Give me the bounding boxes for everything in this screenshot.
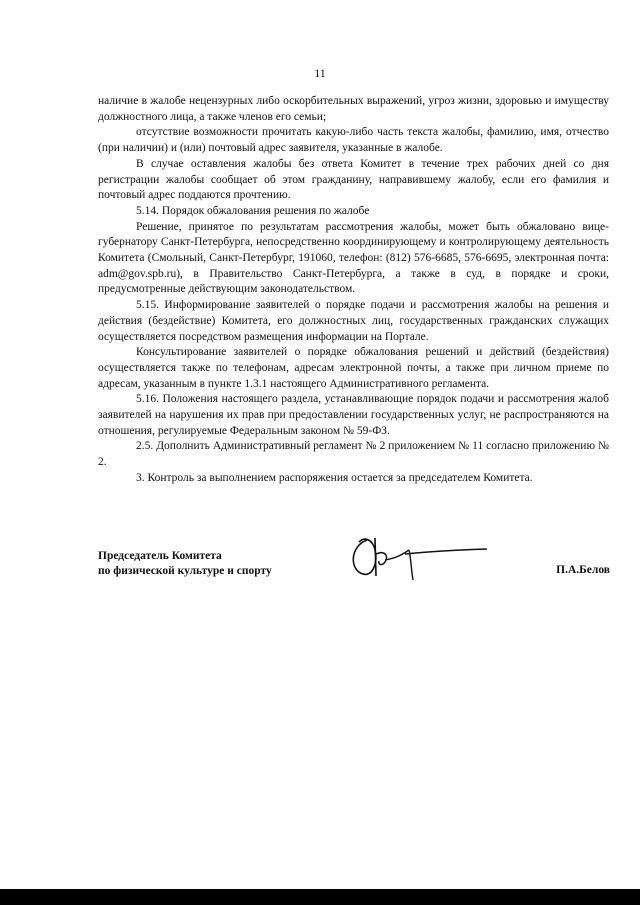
handwritten-signature (345, 528, 495, 588)
page-number: 11 (314, 66, 326, 80)
scan-bottom-bar (0, 889, 640, 905)
section-heading: 5.14. Порядок обжалования решения по жалобе (136, 204, 370, 217)
signatory-title-line1: Председатель Комитета (98, 550, 222, 562)
paragraph: 5.15. Информирование заявителей о порядке подачи и рассмотрения жалобы на решения и действия (бездействие) Комитета, его должностных лиц, государственных гражданских служащих осуществляется посредством размещения информации на Портале. (98, 299, 609, 343)
paragraph: Консультирование заявителей о порядке обжалования решений и действий (бездействия) осуществляется также по телефонам, адресам электронной почты, а также при личном приеме по адресам, указанным в пункте 1.3.1 настоящего Административного регламента. (98, 346, 609, 390)
paragraph: 5.16. Положения настоящего раздела, устанавливающие порядок подачи и рассмотрения жалоб заявителей на нарушения их прав при предоставлении государственных услуг, не распространяются на отношения, регулируемые Федеральным законом № 59-ФЗ. (98, 393, 609, 437)
paragraph: 2.5. Дополнить Административный регламент № 2 приложением № 11 согласно приложению № 2. (98, 440, 609, 469)
paragraph: В случае оставления жалобы без ответа Комитет в течение трех рабочих дней со дня регистрации жалобы сообщает об этом гражданину, направившему жалобу, если его фамилия и почтовый адрес поддаются прочтению. (98, 157, 609, 202)
signer-name: П.А.Белов (556, 564, 610, 576)
signatory-title-line2: по физической культуре и спорту (98, 565, 272, 577)
paragraph: 3. Контроль за выполнением распоряжения остается за председателем Комитета. (136, 471, 533, 484)
signatory-title (98, 549, 298, 579)
document-body (98, 94, 609, 487)
paragraph: отсутствие возможности прочитать какую-либо часть текста жалобы, фамилию, имя, отчество (при наличии) и (или) почтовый адрес заявителя, указанные в жалобе. (98, 126, 609, 155)
paragraph: наличие в жалобе нецензурных либо оскорбительных выражений, угроз жизни, здоровью и имуществу должностного лица, а также членов его семьи; (98, 95, 609, 123)
paragraph: Решение, принятое по результатам рассмотрения жалобы, может быть обжаловано вице-губернатору Санкт-Петербурга, непосредственно координирующему и контролирующему деятельность Комитета (Смольный, Санкт-Петербург, 191060, телефон: (812) 576-6685, 576-6695, электронная почта: adm@gov.spb.ru), в Правительство Санкт-Петербурга, а также в суд, в порядке и сроки, предусмотренные действующим законодательством. (98, 220, 609, 296)
